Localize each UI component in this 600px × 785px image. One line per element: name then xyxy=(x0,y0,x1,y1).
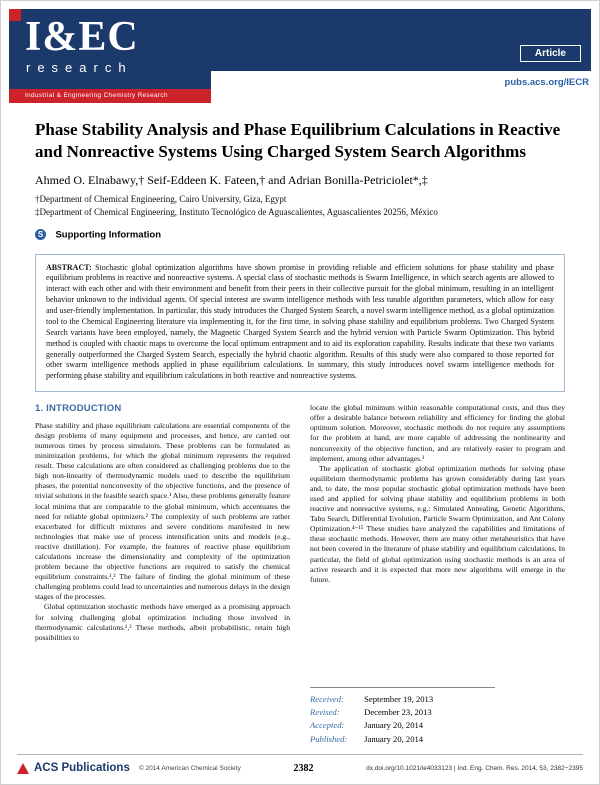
article-type-badge: Article xyxy=(520,45,581,62)
section-heading-introduction: 1. INTRODUCTION xyxy=(35,403,122,415)
history-row-accepted xyxy=(310,719,495,732)
body-columns xyxy=(35,403,565,746)
page-footer xyxy=(17,754,583,774)
logo-red-accent xyxy=(9,9,21,21)
abstract-label: ABSTRACT: xyxy=(46,262,92,272)
supporting-info-label: Supporting Information xyxy=(55,228,161,240)
body-paragraph: Global optimization stochastic methods have emerged as a promising approach for solving challenging global optimization including those involved in thermodynamic calculations.¹,² These methods, albeit probabilistic, retain high possibilities to xyxy=(35,602,290,642)
body-paragraph: The application of stochastic global optimization methods for solving phase equilibrium thermodynamic problems has grown considerably during last years and, to date, the most popular stochastic global optimization methods have been used and applied for solving phase stability and equilibrium problems in both reactive and nonreactive systems, e.g.: Simulated Annealing, Genetic Algorithms, Tabu Search, Differential Evolution, Particle Swarm Optimization, and Ant Colony Optimization.⁴⁻¹⁵ These studies have analyzed the capabilities and limitations of these stochastic methods. However, there are many other metaheuristics that have not been covered in the literature of phase stability and equilibrium calculations. In particular, the field of global optimization using stochastic methods is an area of active research and it is expected that more new algorithms will emerge in the future. xyxy=(310,463,565,584)
journal-logo-title: I&EC xyxy=(25,14,139,60)
article-content xyxy=(9,103,591,746)
body-paragraph: locate the global minimum within reasonable computational costs, and thus they offer a desirable balance between reliability and efficiency for finding the global optimum solution. Moreover, stochastic methods do not require any assumptions for the problem at hand, are more capable of addressing the nonlinearity and nonconvexity of the objective function, and are relatively easier to program and implement, among other advantages.³ xyxy=(310,403,565,463)
page-number: 2382 xyxy=(293,762,314,774)
masthead xyxy=(9,9,591,103)
article-history xyxy=(310,687,495,746)
journal-logo-subtitle: research xyxy=(26,60,133,75)
history-row-published xyxy=(310,733,495,746)
copyright-text: © 2014 American Chemical Society xyxy=(138,764,241,772)
history-value: September 19, 2013 xyxy=(364,693,434,704)
authors-line: Ahmed O. Elnabawy,† Seif-Eddeen K. Fateen,† and Adrian Bonilla-Petriciolet*,‡ xyxy=(35,172,428,187)
abstract-section xyxy=(35,254,565,393)
journal-logo xyxy=(9,9,211,103)
left-column xyxy=(35,403,290,746)
history-label: Received: xyxy=(310,693,344,704)
history-value: December 23, 2013 xyxy=(364,707,432,718)
acs-publications-logo: ACS Publications xyxy=(34,762,130,774)
supporting-info-link[interactable] xyxy=(35,226,565,244)
history-label: Accepted: xyxy=(310,720,345,731)
history-row-revised xyxy=(310,706,495,719)
acs-logo-icon xyxy=(17,763,29,774)
affiliation-1: †Department of Chemical Engineering, Cairo University, Giza, Egypt xyxy=(35,193,287,204)
article-title: Phase Stability Analysis and Phase Equilibrium Calculations in Reactive and Nonreactive Systems Using Charged System Search Algorithms xyxy=(35,120,561,161)
abstract-text: Stochastic global optimization algorithms have shown promise in providing reliable and efficient solutions for phase stability and phase equilibrium problems in reactive and nonreactive systems. A special class of stochastic methods is Swarm Intelligence, in which search agents are allowed to interact with each other and with their environment and benefit from their peers in their collective pursuit for the global minimum, resulting in an intelligent behavior unknown to the individual agents. Of special interest are swarm intelligence methods with less tunable algorithm parameters, which allow for easy and user-friendly implementation. In particular, this study introduces the Charged System Search, a novel swarm intelligence method, as a global optimization tool to the Chemical Engineering literature via implementing it, for the first time, in solving phase stability and equilibrium problems. Two Charged System Search variants have been employed, namely, the Magnetic Charged System Search and the hybrid version with Particle Swarm Optimization. This hybrid method is coupled with chaotic maps to overcome the local optimum entrapment and to aid its exploration capability. Results indicate that these two variants generally outperformed the Charged System Search, especially the hybrid chaotic algorithm. Results of this study were also compared to those reported for other swarm intelligence methods applied in phase equilibrium calculations. In summary, this study introduces novel swarm intelligence methods for performing phase stability and equilibrium calculations in both reactive and nonreactive systems. xyxy=(46,262,555,381)
history-value: January 20, 2014 xyxy=(364,733,424,744)
doi-citation: dx.doi.org/10.1021/ie4033123 | Ind. Eng. Chem. Res. 2014, 53, 2382−2395 xyxy=(366,764,583,772)
journal-url-link[interactable]: pubs.acs.org/IECR xyxy=(504,77,589,88)
body-paragraph: Phase stability and phase equilibrium calculations are essential components of the design problems of many equipment and processes, and hence, are carried out numerous times by process simulators. These problems can be formulated as minimization problems, for which the global minimum represents the required result. These calculations are often considered as challenging problems due to the high non-linearity of thermodynamic models used to describe the equilibrium phases, the potential nonconvexity of the objective functions, and the presence of trivial solutions in the feasible search space.¹ Also, these problems generally feature local minima that are comparable to the global minimum, which accentuates the need for reliable global optimizers.² The complexity of such problems are rather exacerbated for difficult mixtures and severe conditions manifested in new technologies that make use of process intensification units and models (e.g., reactive distillation). For example, the features of reactive phase equilibrium calculations increase the dimensionality and complexity of the optimization problem because the objective functions are required to satisfy the chemical equilibrium constraints.¹,² The failure of finding the global minimum of these challenging problems could lead to uncertainties and numerous delays in the design stages of the processes. xyxy=(35,420,290,602)
history-label: Revised: xyxy=(310,707,340,718)
history-value: January 20, 2014 xyxy=(364,720,424,731)
right-column xyxy=(310,403,565,746)
affiliation-2: ‡Department of Chemical Engineering, Instituto Tecnológico de Aguascalientes, Aguascalientes 20256, México xyxy=(35,206,438,217)
supporting-info-icon: S xyxy=(35,229,46,240)
history-row-received xyxy=(310,693,495,706)
journal-full-name: Industrial & Engineering Chemistry Research xyxy=(9,89,211,103)
history-label: Published: xyxy=(310,733,348,744)
